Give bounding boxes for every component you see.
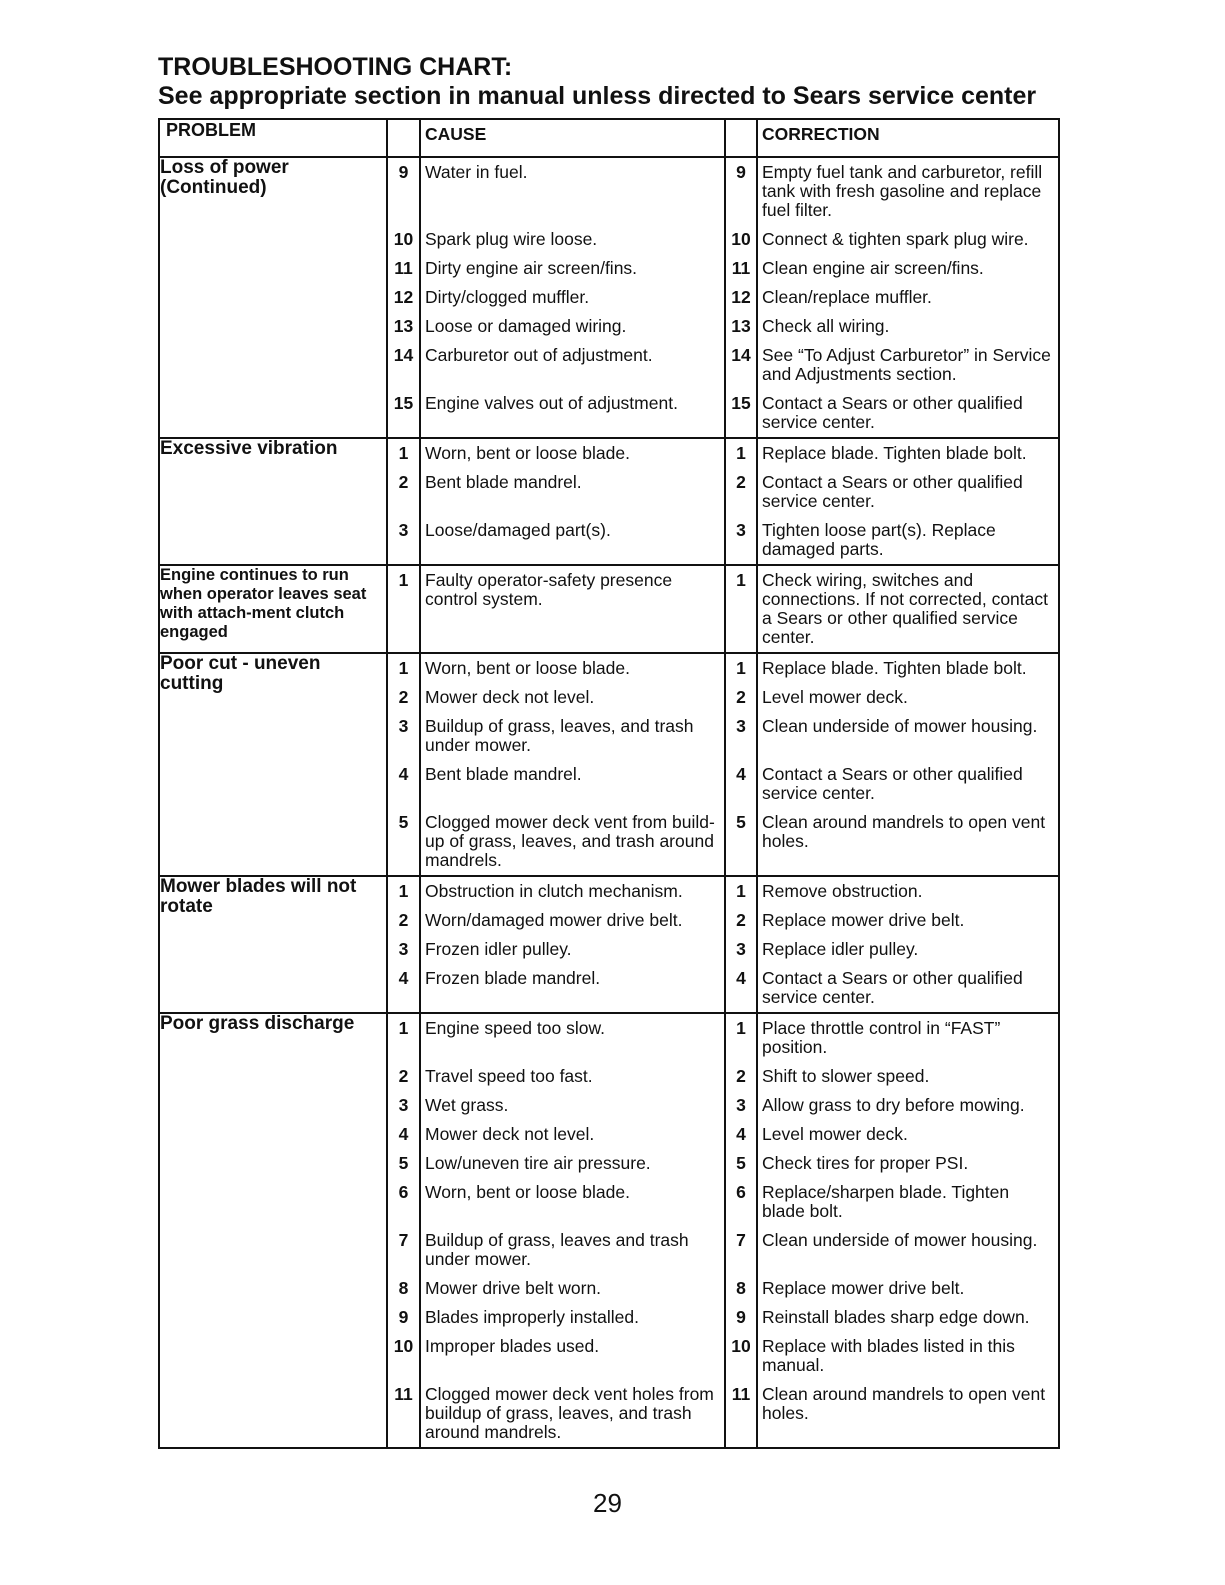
cause-row: [388, 1120, 1058, 1149]
cause-number: 5: [388, 808, 420, 875]
cause-row: [388, 683, 1058, 712]
cause-row: [388, 1226, 1058, 1274]
cause-number: 7: [388, 1226, 420, 1274]
cause-text: Low/uneven tire air pressure.: [420, 1149, 725, 1178]
correction-number: 4: [725, 1120, 757, 1149]
correction-text: Contact a Sears or other qualified service center.: [762, 472, 1023, 511]
cause-row: [388, 158, 1058, 225]
cause-text: Dirty/clogged muffler.: [420, 283, 725, 312]
correction-number: 11: [725, 1380, 757, 1447]
cause-correction-list: [388, 654, 1058, 875]
correction-number: 1: [725, 439, 757, 468]
cause-number: 9: [388, 1303, 420, 1332]
cause-correction-list: [388, 877, 1058, 1012]
correction-number: 2: [725, 468, 757, 516]
page-number: 29: [593, 1488, 622, 1518]
correction-text: Clean around mandrels to open vent holes.: [762, 1384, 1046, 1423]
cause-number: 11: [388, 1380, 420, 1447]
cause-number: 11: [388, 254, 420, 283]
cause-number: 4: [388, 964, 420, 1012]
correction-number: 4: [725, 964, 757, 1012]
cause-number: 1: [388, 439, 420, 468]
cause-number: 3: [388, 712, 420, 760]
troubleshooting-table: [158, 118, 1060, 1449]
cause-correction-list: [388, 1014, 1058, 1447]
correction-number: 9: [725, 1303, 757, 1332]
cause-number: 14: [388, 341, 420, 389]
cause-correction-cell: [387, 876, 1059, 1013]
correction-number: 9: [725, 158, 757, 225]
correction-number: 3: [725, 935, 757, 964]
cause-number: 9: [388, 158, 420, 225]
correction-text: Replace blade. Tighten blade bolt.: [762, 443, 1027, 463]
cause-text: Bent blade mandrel.: [420, 468, 725, 516]
correction-text: Replace mower drive belt.: [762, 910, 965, 930]
cause-row: [388, 1062, 1058, 1091]
cause-text: Loose/damaged part(s).: [420, 516, 725, 564]
cause-row: [388, 516, 1058, 564]
chart-title: TROUBLESHOOTING CHART:: [158, 53, 513, 81]
problem-section: [159, 438, 1059, 565]
correction-number: 1: [725, 877, 757, 906]
correction-number: 12: [725, 283, 757, 312]
cause-row: [388, 283, 1058, 312]
cause-text: Obstruction in clutch mechanism.: [420, 877, 725, 906]
correction-text: Contact a Sears or other qualified service center.: [762, 393, 1023, 432]
cause-row: [388, 566, 1058, 652]
cause-row: [388, 654, 1058, 683]
correction-text: Replace blade. Tighten blade bolt.: [762, 658, 1027, 678]
correction-number: 10: [725, 225, 757, 254]
cause-number: 10: [388, 225, 420, 254]
correction-text: Replace with blades listed in this manual.: [762, 1336, 1015, 1375]
cause-correction-cell: [387, 438, 1059, 565]
cause-number: 3: [388, 1091, 420, 1120]
correction-text: Clean engine air screen/fins.: [762, 258, 984, 278]
cause-text: Travel speed too fast.: [420, 1062, 725, 1091]
correction-text: See “To Adjust Carburetor” in Service and Adjustments section.: [762, 345, 1051, 384]
problem-label: Excessive vibration: [159, 438, 387, 565]
cause-text: Mower deck not level.: [420, 1120, 725, 1149]
correction-text: Check tires for proper PSI.: [762, 1153, 969, 1173]
cause-number: 1: [388, 566, 420, 652]
cause-row: [388, 1149, 1058, 1178]
cause-row: [388, 964, 1058, 1012]
problem-section: [159, 157, 1059, 438]
cause-column-header: CAUSE: [420, 120, 725, 156]
cause-number: 12: [388, 283, 420, 312]
cause-row: [388, 225, 1058, 254]
cause-text: Engine valves out of adjustment.: [420, 389, 725, 437]
cause-text: Spark plug wire loose.: [420, 225, 725, 254]
cause-text: Clogged mower deck vent holes from buildup of grass, leaves, and trash around mandrels.: [420, 1380, 725, 1447]
header-row: [159, 119, 1059, 157]
problem-section: [159, 565, 1059, 653]
cause-row: [388, 1274, 1058, 1303]
correction-number: 6: [725, 1178, 757, 1226]
cause-correction-cell: [387, 1013, 1059, 1448]
correction-text: Replace mower drive belt.: [762, 1278, 965, 1298]
cause-text: Faulty operator-safety presence control system.: [420, 566, 725, 652]
cause-number: 5: [388, 1149, 420, 1178]
cause-text: Frozen blade mandrel.: [420, 964, 725, 1012]
correction-number: 3: [725, 1091, 757, 1120]
cause-text: Dirty engine air screen/fins.: [420, 254, 725, 283]
cause-text: Frozen idler pulley.: [420, 935, 725, 964]
correction-column-header: CORRECTION: [762, 124, 880, 144]
correction-text: Check all wiring.: [762, 316, 890, 336]
problem-label: Loss of power (Continued): [159, 157, 387, 438]
cause-number: 3: [388, 935, 420, 964]
cause-text: Worn, bent or loose blade.: [420, 1178, 725, 1226]
cause-number: 8: [388, 1274, 420, 1303]
cause-row: [388, 468, 1058, 516]
cause-row: [388, 1091, 1058, 1120]
correction-number: 8: [725, 1274, 757, 1303]
cause-correction-cell: [387, 653, 1059, 876]
cause-text: Buildup of grass, leaves, and trash under mower.: [420, 712, 725, 760]
cause-text: Water in fuel.: [420, 158, 725, 225]
correction-text: Place throttle control in “FAST” position.: [762, 1018, 1001, 1057]
correction-number: 5: [725, 808, 757, 875]
correction-number: 11: [725, 254, 757, 283]
cause-row: [388, 935, 1058, 964]
problem-label: Poor grass discharge: [159, 1013, 387, 1448]
cause-correction-cell: [387, 157, 1059, 438]
cause-text: Mower deck not level.: [420, 683, 725, 712]
problem-label: Poor cut - uneven cutting: [159, 653, 387, 876]
correction-number: 2: [725, 906, 757, 935]
cause-text: Worn, bent or loose blade.: [420, 439, 725, 468]
cause-number: 6: [388, 1178, 420, 1226]
correction-text: Tighten loose part(s). Replace damaged parts.: [762, 520, 996, 559]
cause-row: [388, 1332, 1058, 1380]
cause-row: [388, 808, 1058, 875]
cause-text: Engine speed too slow.: [420, 1014, 725, 1062]
header-subtable: [388, 120, 1058, 156]
cause-number: 3: [388, 516, 420, 564]
chart-subtitle: See appropriate section in manual unless directed to Sears service center: [158, 82, 1037, 110]
cause-number: 10: [388, 1332, 420, 1380]
cause-text: Buildup of grass, leaves and trash under mower.: [420, 1226, 725, 1274]
cause-number: 2: [388, 906, 420, 935]
cause-row: [388, 254, 1058, 283]
correction-number: 1: [725, 654, 757, 683]
correction-number: 2: [725, 1062, 757, 1091]
cause-row: [388, 712, 1058, 760]
cause-row: [388, 1178, 1058, 1226]
cause-row: [388, 1014, 1058, 1062]
cause-row: [388, 341, 1058, 389]
correction-text: Clean/replace muffler.: [762, 287, 932, 307]
correction-number: 13: [725, 312, 757, 341]
cause-text: Clogged mower deck vent from build-up of grass, leaves, and trash around mandrels.: [420, 808, 725, 875]
correction-text: Clean underside of mower housing.: [762, 716, 1038, 736]
correction-number: 3: [725, 516, 757, 564]
problem-section: [159, 653, 1059, 876]
cause-text: Mower drive belt worn.: [420, 1274, 725, 1303]
correction-number: 1: [725, 1014, 757, 1062]
cause-text: Worn/damaged mower drive belt.: [420, 906, 725, 935]
cause-text: Improper blades used.: [420, 1332, 725, 1380]
correction-text: Replace idler pulley.: [762, 939, 919, 959]
cause-number: 1: [388, 1014, 420, 1062]
cause-row: [388, 877, 1058, 906]
cause-row: [388, 389, 1058, 437]
correction-text: Check wiring, switches and connections. If not corrected, contact a Sears or other qualified service center.: [762, 570, 1048, 647]
correction-text: Clean underside of mower housing.: [762, 1230, 1038, 1250]
cause-number: 13: [388, 312, 420, 341]
cause-number: 2: [388, 468, 420, 516]
correction-text: Contact a Sears or other qualified service center.: [762, 968, 1023, 1007]
correction-text: Reinstall blades sharp edge down.: [762, 1307, 1030, 1327]
problem-label: Engine continues to run when operator leaves seat with attach-ment clutch engaged: [159, 565, 387, 653]
cause-row: [388, 760, 1058, 808]
correction-number: 3: [725, 712, 757, 760]
problem-section: [159, 1013, 1059, 1448]
cause-number: 4: [388, 760, 420, 808]
cause-text: Loose or damaged wiring.: [420, 312, 725, 341]
correction-text: Clean around mandrels to open vent holes.: [762, 812, 1046, 851]
cause-text: Bent blade mandrel.: [420, 760, 725, 808]
correction-text: Level mower deck.: [762, 687, 908, 707]
problem-section: [159, 876, 1059, 1013]
cause-correction-list: [388, 566, 1058, 652]
correction-text: Remove obstruction.: [762, 881, 923, 901]
cause-row: [388, 1380, 1058, 1447]
cause-correction-header: [387, 119, 1059, 157]
troubleshooting-body: [159, 157, 1059, 1448]
correction-number: 5: [725, 1149, 757, 1178]
correction-text: Empty fuel tank and carburetor, refill tank with fresh gasoline and replace fuel filter.: [762, 162, 1043, 220]
correction-text: Connect & tighten spark plug wire.: [762, 229, 1029, 249]
cause-correction-list: [388, 439, 1058, 564]
cause-row: [388, 1303, 1058, 1332]
cause-row: [388, 312, 1058, 341]
correction-text: Contact a Sears or other qualified service center.: [762, 764, 1023, 803]
cause-number: 2: [388, 1062, 420, 1091]
correction-text: Replace/sharpen blade. Tighten blade bolt.: [762, 1182, 1010, 1221]
cause-row: [388, 439, 1058, 468]
correction-number: 2: [725, 683, 757, 712]
correction-number: 7: [725, 1226, 757, 1274]
cause-row: [388, 906, 1058, 935]
correction-number: 1: [725, 566, 757, 652]
problem-label: Mower blades will not rotate: [159, 876, 387, 1013]
cause-text: Blades improperly installed.: [420, 1303, 725, 1332]
cause-num-header: [388, 120, 420, 156]
cause-number: 2: [388, 683, 420, 712]
correction-text: Level mower deck.: [762, 1124, 908, 1144]
cause-number: 15: [388, 389, 420, 437]
correction-number: 14: [725, 341, 757, 389]
cause-correction-list: [388, 158, 1058, 437]
correction-num-header: [725, 120, 757, 156]
cause-text: Wet grass.: [420, 1091, 725, 1120]
cause-correction-cell: [387, 565, 1059, 653]
correction-number: 15: [725, 389, 757, 437]
cause-number: 4: [388, 1120, 420, 1149]
cause-text: Carburetor out of adjustment.: [420, 341, 725, 389]
correction-text: Allow grass to dry before mowing.: [762, 1095, 1025, 1115]
problem-column-header: PROBLEM: [159, 119, 387, 157]
cause-number: 1: [388, 654, 420, 683]
cause-text: Worn, bent or loose blade.: [420, 654, 725, 683]
cause-number: 1: [388, 877, 420, 906]
correction-number: 4: [725, 760, 757, 808]
correction-text: Shift to slower speed.: [762, 1066, 930, 1086]
correction-number: 10: [725, 1332, 757, 1380]
